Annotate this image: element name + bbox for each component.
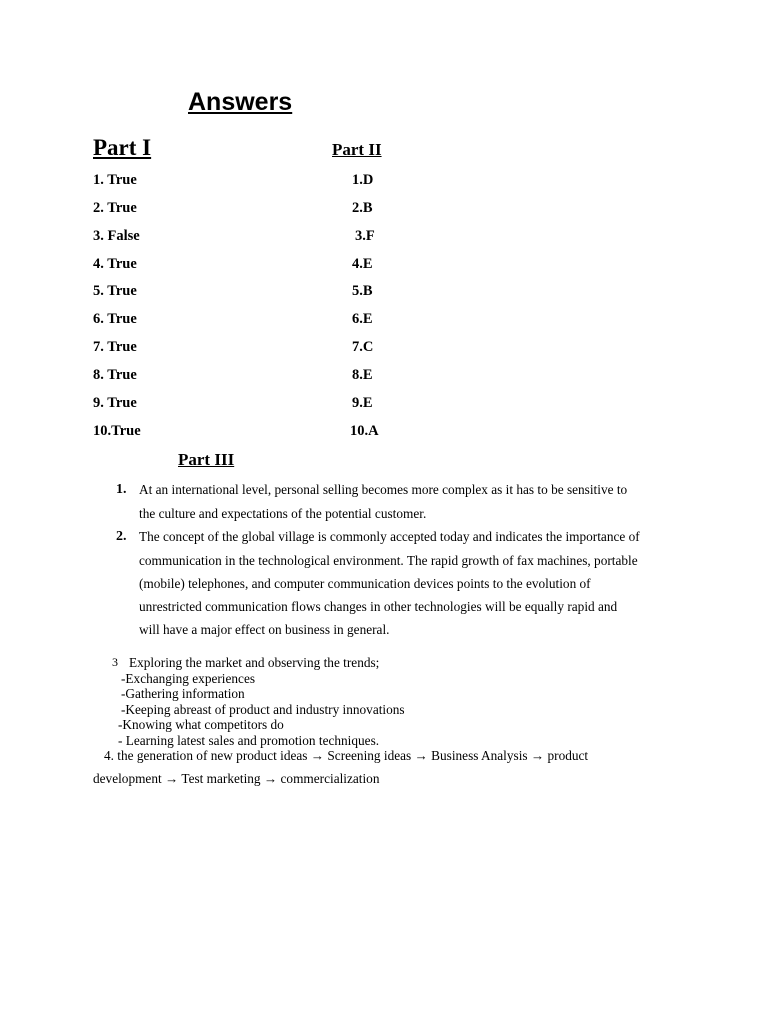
part1-answer: 1. True bbox=[93, 172, 137, 188]
answer-text-line: 4. the generation of new product ideas → Screening ideas → Business Analysis → product bbox=[104, 748, 589, 763]
answer-text-line: (mobile) telephones, and computer communication devices points to the evolution of bbox=[139, 576, 591, 591]
question-number: 2. bbox=[116, 529, 127, 544]
part1-answer: 10.True bbox=[93, 423, 141, 439]
part2-answer: 4.E bbox=[352, 256, 373, 272]
part2-answer: 7.C bbox=[352, 339, 374, 355]
page-title: Answers bbox=[188, 88, 293, 116]
part1-answer: 4. True bbox=[93, 256, 137, 272]
part3-heading: Part III bbox=[178, 450, 235, 469]
part2-answer: 10.A bbox=[350, 423, 379, 439]
answer-text-line: Exploring the market and observing the trends; bbox=[129, 655, 380, 670]
bullet-item: -Gathering information bbox=[121, 686, 245, 701]
part2-answer: 1.D bbox=[352, 172, 374, 188]
part1-answer: 6. True bbox=[93, 311, 137, 327]
bullet-item: -Exchanging experiences bbox=[121, 671, 256, 686]
question-number: 3 bbox=[112, 655, 118, 669]
answer-text-line: the culture and expectations of the potential customer. bbox=[139, 506, 427, 521]
answer-text-line: communication in the technological environment. The rapid growth of fax machines, portable bbox=[139, 553, 638, 568]
answer-text-line: unrestricted communication flows changes in other technologies will be equally rapid and bbox=[139, 599, 618, 614]
part1-answer: 5. True bbox=[93, 283, 137, 299]
answer-text-line: development → Test marketing → commercialization bbox=[93, 771, 380, 786]
part2-answer: 8.E bbox=[352, 367, 373, 383]
bullet-item: - Learning latest sales and promotion techniques. bbox=[118, 733, 380, 748]
part1-answer: 2. True bbox=[93, 200, 137, 216]
bullet-item: -Keeping abreast of product and industry innovations bbox=[121, 702, 405, 717]
part2-answer: 5.B bbox=[352, 283, 373, 299]
answer-text-line: will have a major effect on business in general. bbox=[139, 622, 390, 637]
answer-text-line: The concept of the global village is commonly accepted today and indicates the importance of bbox=[139, 529, 640, 544]
bullet-item: -Knowing what competitors do bbox=[118, 717, 284, 732]
part2-answer: 9.E bbox=[352, 395, 373, 411]
part2-heading: Part II bbox=[332, 140, 382, 159]
part1-answer: 3. False bbox=[93, 228, 140, 244]
part1-answer: 9. True bbox=[93, 395, 137, 411]
part2-answer: 6.E bbox=[352, 311, 373, 327]
part1-answer: 7. True bbox=[93, 339, 137, 355]
part1-answer: 8. True bbox=[93, 367, 137, 383]
part1-heading: Part I bbox=[93, 135, 152, 160]
part2-answer: 2.B bbox=[352, 200, 373, 216]
question-number: 1. bbox=[116, 482, 127, 497]
answer-text-line: At an international level, personal selling becomes more complex as it has to be sensitive to bbox=[139, 482, 628, 497]
part2-answer: 3.F bbox=[355, 228, 375, 244]
